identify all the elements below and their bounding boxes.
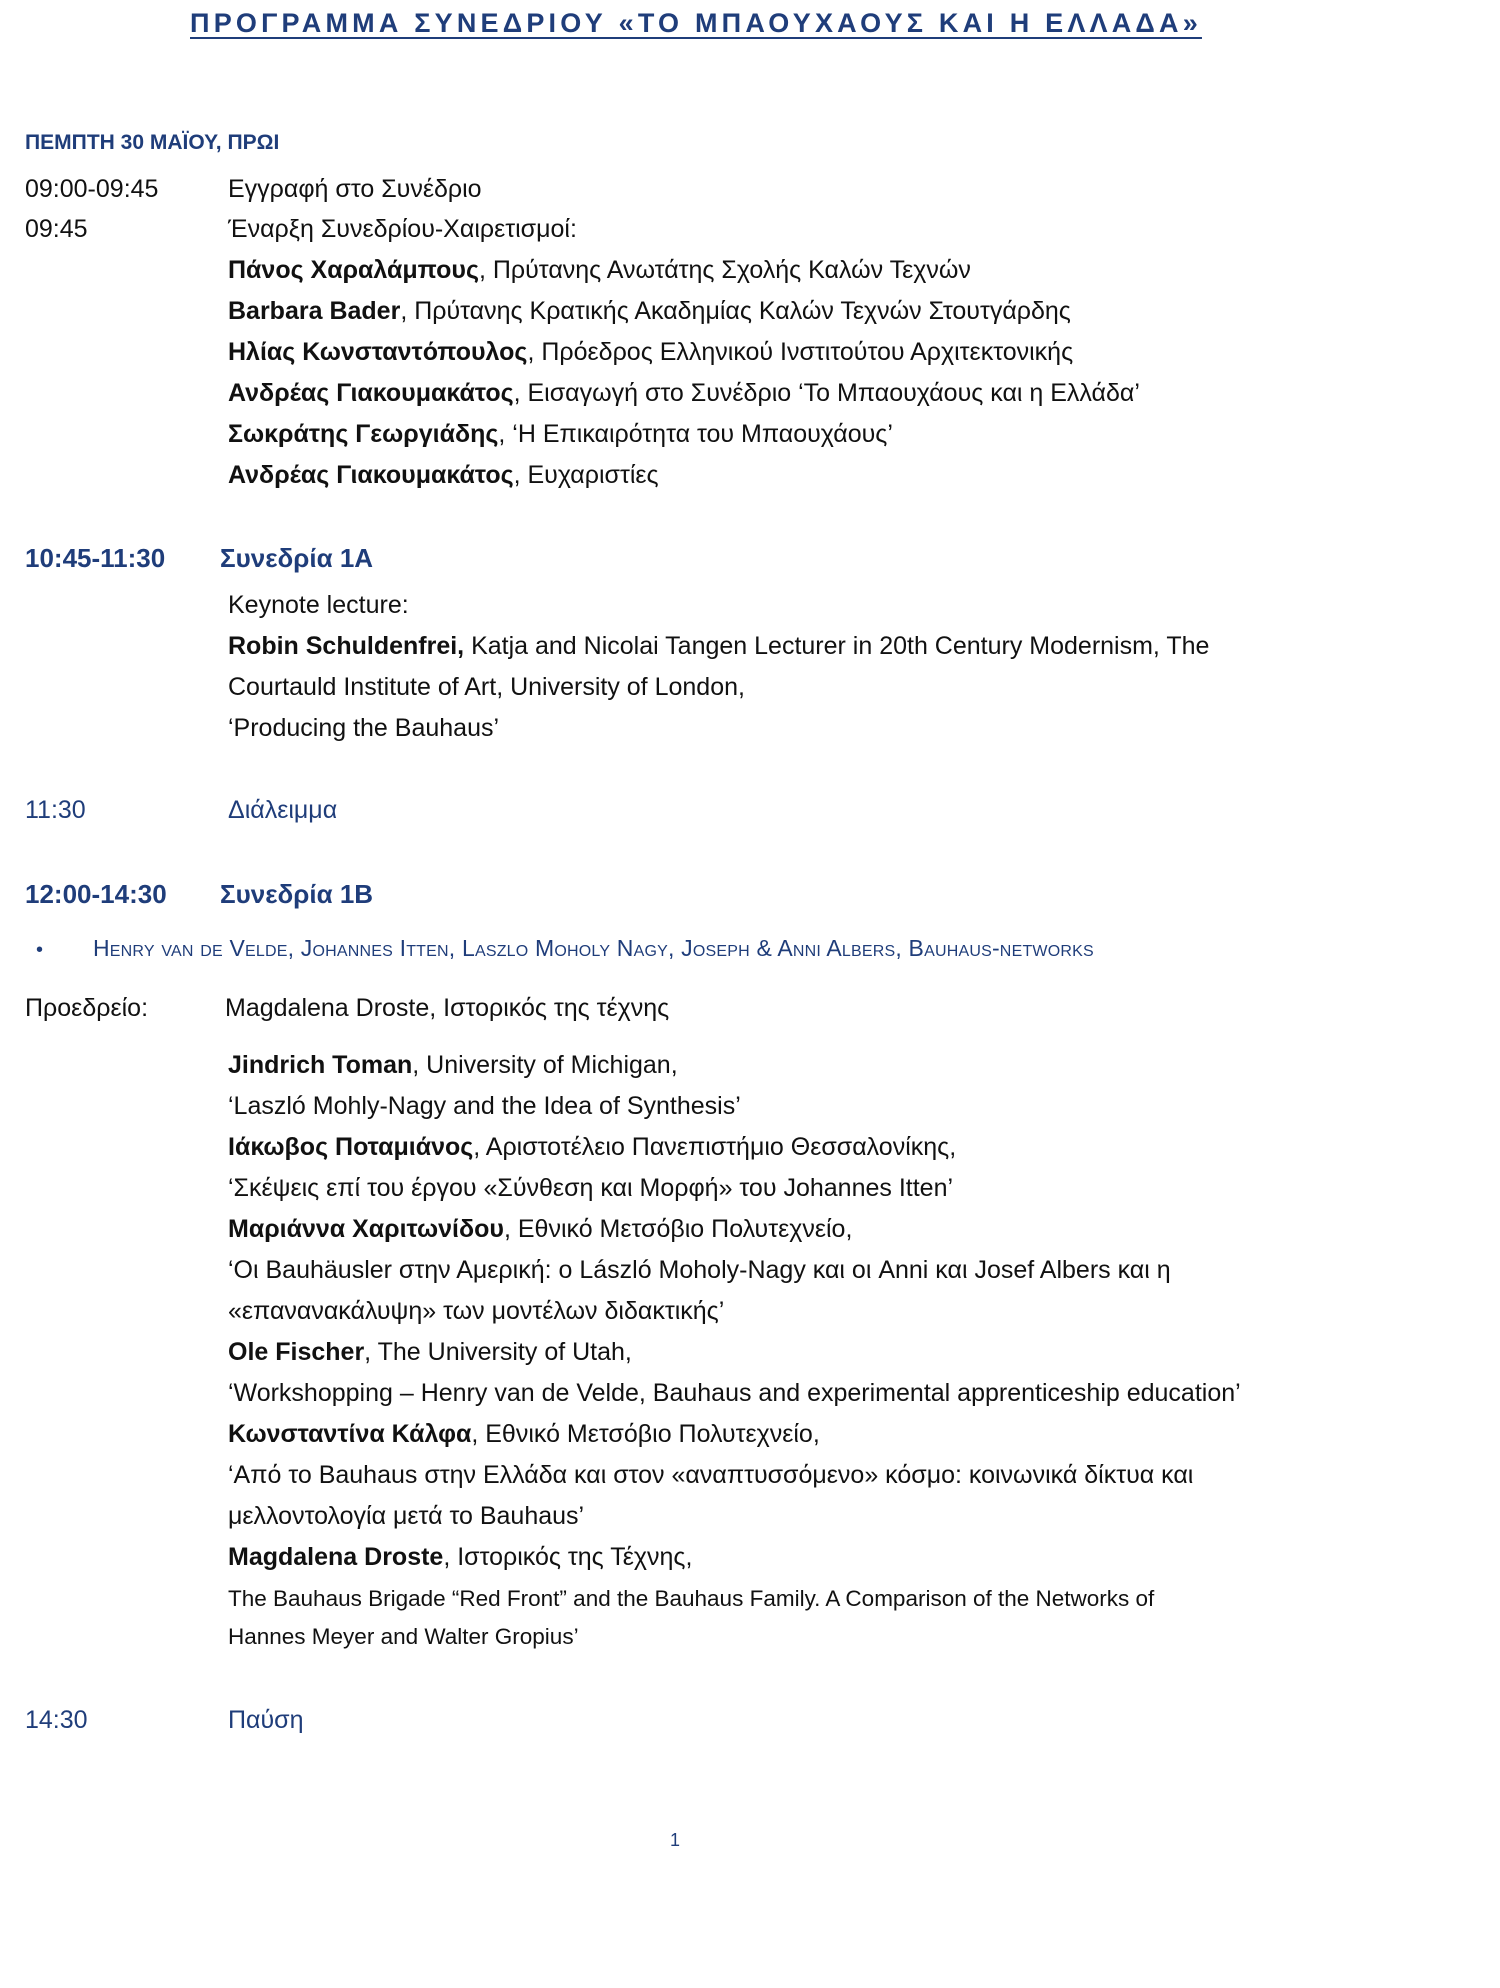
keynote-speaker-line (228, 632, 1209, 661)
speaker-name: Ανδρέας Γιακουμακάτος (228, 379, 514, 407)
slot-text: Εγγραφή στο Συνέδριο (228, 175, 482, 203)
speaker-name: Robin Schuldenfrei, (228, 632, 465, 660)
talk-speaker-line (228, 1051, 678, 1080)
chair-name: Magdalena Droste, Ιστορικός της τέχνης (225, 994, 670, 1022)
talk-title: ‘Σκέψεις επί του έργου «Σύνθεση και Μορφή» του Johannes Itten’ (228, 1174, 954, 1202)
speaker-affiliation: , Πρόεδρος Ελληνικού Ινστιτούτου Αρχιτεκτονικής (527, 338, 1074, 366)
speaker-affiliation: Courtauld Institute of Art, University of London, (228, 673, 745, 701)
break-time: 14:30 (25, 1706, 88, 1734)
talk-title: ‘Producing the Bauhaus’ (228, 714, 500, 742)
speaker-affiliation: , Πρύτανης Ανωτάτης Σχολής Καλών Τεχνών (478, 256, 971, 284)
speaker-name: Jindrich Toman (228, 1051, 413, 1079)
session-time: 10:45-11:30 (25, 543, 166, 573)
break-label: Παύση (228, 1706, 304, 1734)
talk-title: ‘Από το Bauhaus στην Ελλάδα και στον «αναπτυσσόμενο» κόσμο: κοινωνικά δίκτυα και (228, 1461, 1194, 1489)
speaker-name: Ιάκωβος Ποταμιάνος (228, 1133, 474, 1161)
speaker-affiliation: , Εισαγωγή στο Συνέδριο ‘Το Μπαουχάους και η Ελλάδα’ (513, 379, 1140, 407)
talk-title-continued: Hannes Meyer and Walter Gropius’ (228, 1624, 579, 1649)
speaker-name: Ηλίας Κωνσταντόπουλος (228, 338, 528, 366)
speaker-name: Ole Fischer (228, 1338, 365, 1366)
talk-title: ‘Laszló Mohly-Nagy and the Idea of Synthesis’ (228, 1092, 741, 1120)
speaker-affiliation: , Αριστοτέλειο Πανεπιστήμιο Θεσσαλονίκης, (473, 1133, 957, 1161)
speaker-affiliation: , The University of Utah, (364, 1338, 632, 1366)
talk-speaker-line (228, 1215, 852, 1244)
session-time: 12:00-14:30 (25, 879, 167, 909)
speaker-name: Μαριάννα Χαριτωνίδου (228, 1215, 504, 1243)
speaker-affiliation: , University of Michigan, (412, 1051, 678, 1079)
keynote-label: Keynote lecture: (228, 591, 409, 619)
talk-title: The Bauhaus Brigade “Red Front” and the Bauhaus Family. A Comparison of the Networks of (228, 1586, 1155, 1611)
greeting-line (228, 338, 1073, 367)
speaker-affiliation: , ‘Η Επικαιρότητα του Μπαουχάους’ (498, 420, 893, 448)
speaker-name: Σωκράτης Γεωργιάδης (228, 420, 499, 448)
page-number: 1 (670, 1830, 681, 1850)
slot-time: 09:45 (25, 215, 88, 243)
speaker-affiliation: , Εθνικό Μετσόβιο Πολυτεχνείο, (471, 1420, 820, 1448)
greeting-line (228, 420, 893, 449)
speaker-affiliation: , Εθνικό Μετσόβιο Πολυτεχνείο, (503, 1215, 853, 1243)
break-label: Διάλειμμα (228, 796, 338, 824)
speaker-name: Πάνος Χαραλάμπους (228, 256, 479, 284)
session-topics: Henry van de Velde, Johannes Itten, Laszlo Moholy Nagy, Joseph & Anni Albers, Bauhaus-networks (93, 935, 1094, 961)
slot-text: Έναρξη Συνεδρίου-Χαιρετισμοί: (228, 215, 577, 243)
talk-speaker-line (228, 1338, 632, 1367)
talk-speaker-line (228, 1420, 820, 1449)
greeting-line (228, 256, 971, 285)
break-time: 11:30 (25, 796, 86, 824)
speaker-name: Barbara Bader (228, 297, 401, 325)
day-heading: ΠΕΜΠΤΗ 30 ΜΑΪΟΥ, ΠΡΩΙ (25, 131, 280, 154)
bullet-icon: • (36, 939, 44, 961)
slot-time: 09:00-09:45 (25, 175, 159, 203)
session-title: Συνεδρία 1Α (220, 543, 374, 573)
speaker-name: Ανδρέας Γιακουμακάτος (228, 461, 514, 489)
page-title: ΠΡΟΓΡΑΜΜΑ ΣΥΝΕΔΡΙΟΥ «ΤΟ ΜΠΑΟΥΧΑΟΥΣ ΚΑΙ Η ΕΛΛΑΔΑ» (190, 8, 1202, 38)
session-title: Συνεδρία 1Β (220, 879, 374, 909)
speaker-affiliation: , Ιστορικός της Τέχνης, (443, 1543, 693, 1571)
greeting-line (228, 297, 1071, 326)
speaker-affiliation: , Ευχαριστίες (513, 461, 659, 489)
talk-speaker-line (228, 1543, 692, 1572)
talk-title: ‘Workshopping – Henry van de Velde, Bauhaus and experimental apprenticeship education’ (228, 1379, 1241, 1407)
talk-title-continued: «επανανακάλυψη» των μοντέλων διδακτικής’ (228, 1297, 725, 1325)
talk-speaker-line (228, 1133, 956, 1162)
speaker-affiliation: Katja and Nicolai Tangen Lecturer in 20th Century Modernism, The (464, 632, 1210, 660)
greeting-line (228, 461, 659, 490)
talk-title: ‘Οι Bauhäusler στην Αμερική: ο László Moholy-Nagy και οι Anni και Josef Albers και η (228, 1256, 1171, 1284)
speaker-affiliation: , Πρύτανης Κρατικής Ακαδημίας Καλών Τεχνών Στουτγάρδης (400, 297, 1071, 325)
chair-label: Προεδρείο: (25, 994, 149, 1022)
greeting-line (228, 379, 1140, 408)
talk-title-continued: μελλοντολογία μετά το Bauhaus’ (228, 1502, 585, 1530)
speaker-name: Κωνσταντίνα Κάλφα (228, 1420, 472, 1448)
speaker-name: Magdalena Droste (228, 1543, 444, 1571)
